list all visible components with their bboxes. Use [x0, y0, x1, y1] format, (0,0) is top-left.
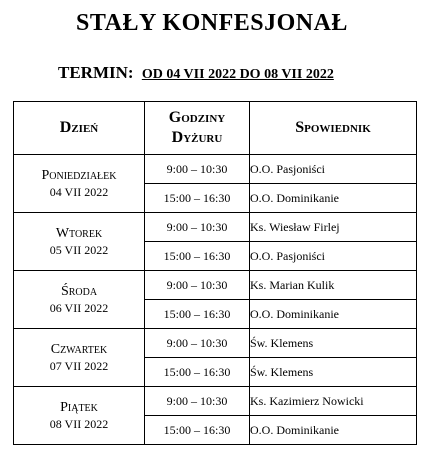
header-row	[14, 102, 417, 155]
day-date: 05 VII 2022	[49, 242, 109, 257]
day-name: Wtorek	[55, 225, 103, 241]
table-row	[14, 155, 417, 184]
confessor-cell: Św. Klemens	[250, 329, 417, 358]
table-row	[14, 387, 417, 416]
confessor-cell: O.O. Dominikanie	[250, 300, 417, 329]
day-name: Poniedziałek	[41, 167, 117, 183]
day-name: Czwartek	[50, 341, 108, 357]
header-day: Dzień	[14, 102, 145, 155]
day-date: 06 VII 2022	[49, 300, 109, 315]
confessor-cell: Ks. Marian Kulik	[250, 271, 417, 300]
confessor-cell: Ks. Kazimierz Nowicki	[250, 387, 417, 416]
header-confessor: Spowiednik	[250, 102, 417, 155]
day-date: 04 VII 2022	[49, 184, 109, 199]
confessor-cell: O.O. Pasjoniści	[250, 242, 417, 271]
confessor-cell: O.O. Dominikanie	[250, 184, 417, 213]
page-title: STAŁY KONFESJONAŁ	[76, 10, 348, 36]
confessor-cell: O.O. Dominikanie	[250, 416, 417, 445]
hours-cell: 9:00 – 10:30	[145, 213, 250, 242]
hours-cell: 9:00 – 10:30	[145, 329, 250, 358]
hours-cell: 15:00 – 16:30	[145, 184, 250, 213]
day-cell	[14, 213, 145, 271]
table-row	[14, 329, 417, 358]
day-date: 07 VII 2022	[49, 358, 109, 373]
day-cell	[14, 155, 145, 213]
hours-cell: 9:00 – 10:30	[145, 155, 250, 184]
hours-cell: 15:00 – 16:30	[145, 242, 250, 271]
term-label: TERMIN:	[58, 63, 134, 82]
hours-cell: 15:00 – 16:30	[145, 358, 250, 387]
day-date: 08 VII 2022	[49, 416, 109, 431]
table-row	[14, 271, 417, 300]
day-cell	[14, 271, 145, 329]
hours-cell: 15:00 – 16:30	[145, 416, 250, 445]
header-hours-line1: Godziny	[168, 109, 226, 126]
day-cell	[14, 329, 145, 387]
header-hours-line2: Dyżuru	[171, 129, 223, 146]
hours-cell: 15:00 – 16:30	[145, 300, 250, 329]
term-line	[58, 63, 334, 83]
hours-cell: 9:00 – 10:30	[145, 271, 250, 300]
schedule-table	[13, 101, 417, 445]
day-name: Środa	[60, 283, 98, 299]
table-row	[14, 213, 417, 242]
confessor-cell: Ks. Wiesław Firlej	[250, 213, 417, 242]
header-hours	[145, 102, 250, 155]
day-cell	[14, 387, 145, 445]
confessor-cell: Św. Klemens	[250, 358, 417, 387]
term-dates: OD 04 VII 2022 DO 08 VII 2022	[141, 67, 334, 82]
hours-cell: 9:00 – 10:30	[145, 387, 250, 416]
confessor-cell: O.O. Pasjoniści	[250, 155, 417, 184]
day-name: Piątek	[60, 399, 98, 415]
